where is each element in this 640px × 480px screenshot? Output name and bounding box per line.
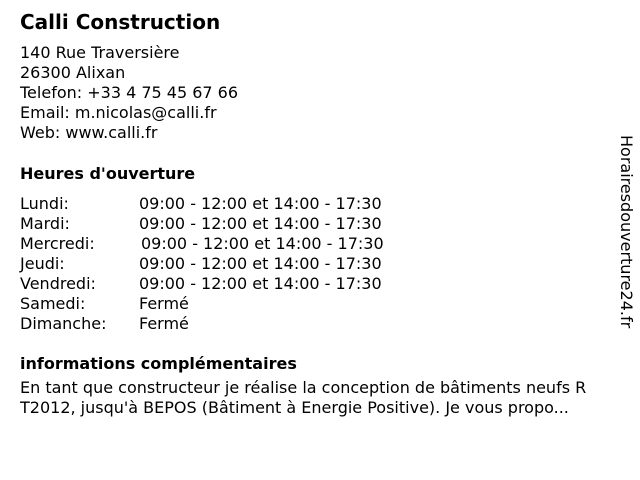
opening-hours-heading: Heures d'ouverture xyxy=(20,164,196,183)
hours-time: Fermé xyxy=(139,294,189,313)
hours-row xyxy=(20,234,440,254)
hours-day: Mardi: xyxy=(20,214,70,233)
hours-row xyxy=(20,274,440,294)
company-address-block xyxy=(20,43,238,143)
company-name: Calli Construction xyxy=(20,10,221,34)
hours-day: Jeudi: xyxy=(20,254,65,273)
additional-info-text xyxy=(20,378,632,418)
hours-time: Fermé xyxy=(139,314,189,333)
additional-info-heading: informations complémentaires xyxy=(20,354,297,373)
hours-day: Lundi: xyxy=(20,194,69,213)
hours-time: 09:00 - 12:00 et 14:00 - 17:30 xyxy=(139,254,382,273)
hours-time: 09:00 - 12:00 et 14:00 - 17:30 xyxy=(139,274,382,293)
hours-time: 09:00 - 12:00 et 14:00 - 17:30 xyxy=(141,234,384,253)
address-street: 140 Rue Traversière xyxy=(20,43,180,62)
hours-time: 09:00 - 12:00 et 14:00 - 17:30 xyxy=(139,194,382,213)
hours-row xyxy=(20,214,440,234)
site-watermark: Horairesdouverture24.fr xyxy=(617,135,636,329)
hours-day: Dimanche: xyxy=(20,314,107,333)
email-line[interactable]: Email: m.nicolas@calli.fr xyxy=(20,103,217,122)
address-city: 26300 Alixan xyxy=(20,63,126,82)
hours-time: 09:00 - 12:00 et 14:00 - 17:30 xyxy=(139,214,382,233)
opening-hours-table xyxy=(20,194,440,334)
hours-day: Vendredi: xyxy=(20,274,96,293)
hours-day: Samedi: xyxy=(20,294,86,313)
web-line[interactable]: Web: www.calli.fr xyxy=(20,123,158,142)
phone-line[interactable]: Telefon: +33 4 75 45 67 66 xyxy=(20,83,239,102)
hours-row xyxy=(20,314,440,334)
hours-row xyxy=(20,294,440,314)
hours-row xyxy=(20,194,440,214)
hours-day: Mercredi: xyxy=(20,234,95,253)
info-line: T2012, jusqu'à BEPOS (Bâtiment à Energie Positive). Je vous propo... xyxy=(20,398,569,417)
hours-row xyxy=(20,254,440,274)
info-line: En tant que constructeur je réalise la conception de bâtiments neufs R xyxy=(20,378,587,397)
